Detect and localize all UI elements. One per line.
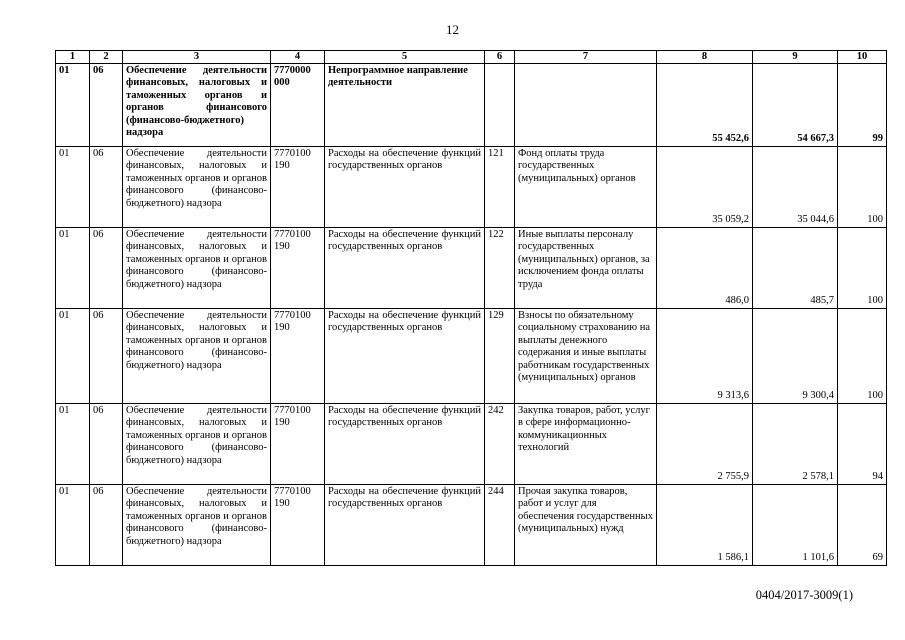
cell-target-code: 7770100 190	[271, 228, 325, 309]
cell-expense-type: 244	[485, 485, 515, 566]
cell-target-code: 7770100 190	[271, 404, 325, 485]
cell-percent: 100	[838, 147, 887, 228]
cell-expense-name: Фонд оплаты труда государственных (муниципальных) органов	[515, 147, 657, 228]
cell-executed: 54 667,3	[753, 64, 838, 147]
cell-planned: 486,0	[657, 228, 753, 309]
cell-name: Обеспечение деятельности финансовых, налоговых и таможенных органов и органов финансового (финансово-бюджетного) надзора	[123, 485, 271, 566]
page-number: 12	[446, 22, 459, 37]
cell-subsection: 06	[90, 309, 123, 404]
cell-section: 01	[56, 64, 90, 147]
header-col-5: 5	[325, 51, 485, 64]
header-col-4: 4	[271, 51, 325, 64]
cell-percent: 100	[838, 309, 887, 404]
cell-target-code: 7770100 190	[271, 485, 325, 566]
cell-expense-name: Закупка товаров, работ, услуг в сфере информационно-коммуникационных технологий	[515, 404, 657, 485]
cell-percent: 100	[838, 228, 887, 309]
table-row	[56, 147, 887, 228]
cell-target-name: Расходы на обеспечение функций государственных органов	[325, 404, 485, 485]
cell-section: 01	[56, 404, 90, 485]
cell-expense-name: Иные выплаты персоналу государственных (муниципальных) органов, за исключением фонда оплаты труда	[515, 228, 657, 309]
table-row	[56, 64, 887, 147]
cell-target-code: 7770000 000	[271, 64, 325, 147]
cell-subsection: 06	[90, 64, 123, 147]
cell-target-name: Расходы на обеспечение функций государственных органов	[325, 228, 485, 309]
cell-expense-type: 122	[485, 228, 515, 309]
header-col-9: 9	[753, 51, 838, 64]
cell-target-name: Расходы на обеспечение функций государственных органов	[325, 485, 485, 566]
cell-name: Обеспечение деятельности финансовых, налоговых и таможенных органов и органов финансового (финансово-бюджетного) надзора	[123, 309, 271, 404]
cell-planned: 2 755,9	[657, 404, 753, 485]
header-col-2: 2	[90, 51, 123, 64]
cell-percent: 99	[838, 64, 887, 147]
cell-subsection: 06	[90, 147, 123, 228]
cell-planned: 35 059,2	[657, 147, 753, 228]
cell-expense-type	[485, 64, 515, 147]
table-row	[56, 309, 887, 404]
cell-percent: 94	[838, 404, 887, 485]
cell-planned: 1 586,1	[657, 485, 753, 566]
table-row	[56, 485, 887, 566]
cell-expense-name: Прочая закупка товаров, работ и услуг для обеспечения государственных (муниципальных) нужд	[515, 485, 657, 566]
header-col-8: 8	[657, 51, 753, 64]
header-col-7: 7	[515, 51, 657, 64]
cell-subsection: 06	[90, 485, 123, 566]
document-code: 0404/2017-3009(1)	[755, 588, 853, 602]
cell-expense-name	[515, 64, 657, 147]
cell-target-name: Расходы на обеспечение функций государственных органов	[325, 309, 485, 404]
cell-section: 01	[56, 485, 90, 566]
cell-subsection: 06	[90, 228, 123, 309]
cell-planned: 9 313,6	[657, 309, 753, 404]
cell-target-name: Непрограммное направление деятельности	[325, 64, 485, 147]
cell-target-code: 7770100 190	[271, 147, 325, 228]
cell-executed: 485,7	[753, 228, 838, 309]
header-col-3: 3	[123, 51, 271, 64]
cell-name: Обеспечение деятельности финансовых, налоговых и таможенных органов и органов финансового (финансово-бюджетного) надзора	[123, 404, 271, 485]
table-header-row	[56, 51, 887, 64]
table-row	[56, 404, 887, 485]
cell-section: 01	[56, 147, 90, 228]
cell-subsection: 06	[90, 404, 123, 485]
cell-target-name: Расходы на обеспечение функций государственных органов	[325, 147, 485, 228]
cell-name: Обеспечение деятельности финансовых, налоговых и таможенных органов и органов финансового (финансово-бюджетного) надзора	[123, 147, 271, 228]
cell-expense-name: Взносы по обязательному социальному страхованию на выплаты денежного содержания и иные выплаты работникам государственных (муниципальных) органов	[515, 309, 657, 404]
cell-name: Обеспечение деятельности финансовых, налоговых и таможенных органов и органов финансового (финансово-бюджетного) надзора	[123, 64, 271, 147]
cell-name: Обеспечение деятельности финансовых, налоговых и таможенных органов и органов финансового (финансово-бюджетного) надзора	[123, 228, 271, 309]
cell-expense-type: 242	[485, 404, 515, 485]
budget-table	[55, 50, 887, 566]
cell-target-code: 7770100 190	[271, 309, 325, 404]
table-row	[56, 228, 887, 309]
cell-section: 01	[56, 309, 90, 404]
header-col-1: 1	[56, 51, 90, 64]
cell-expense-type: 121	[485, 147, 515, 228]
header-col-10: 10	[838, 51, 887, 64]
cell-executed: 1 101,6	[753, 485, 838, 566]
cell-section: 01	[56, 228, 90, 309]
cell-executed: 2 578,1	[753, 404, 838, 485]
cell-planned: 55 452,6	[657, 64, 753, 147]
cell-expense-type: 129	[485, 309, 515, 404]
cell-percent: 69	[838, 485, 887, 566]
cell-executed: 9 300,4	[753, 309, 838, 404]
cell-executed: 35 044,6	[753, 147, 838, 228]
header-col-6: 6	[485, 51, 515, 64]
